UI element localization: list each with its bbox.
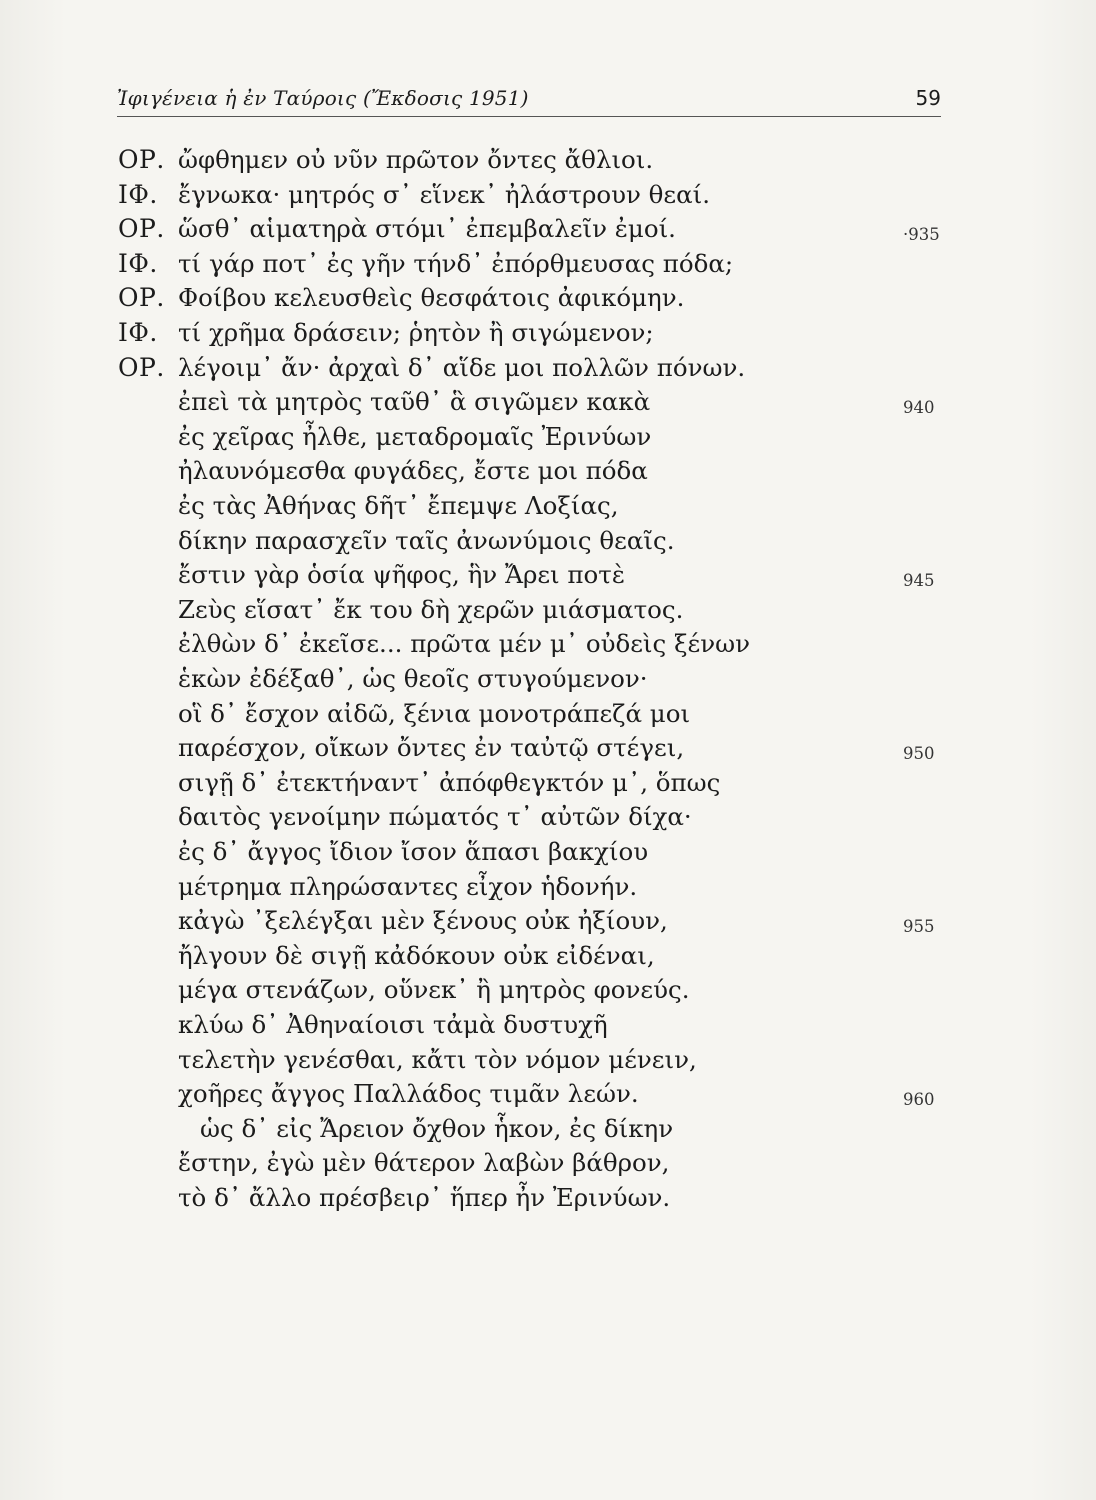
speaker-label: ΙΦ. bbox=[118, 318, 158, 347]
verse-text: ἐλθὼν δ᾿ ἐκεῖσε... πρῶτα μέν μ᾿ οὐδεὶς ξένων bbox=[178, 629, 750, 659]
speaker-label: ΟΡ. bbox=[118, 214, 165, 244]
verse-text: ἐς χεῖρας ἦλθε, μεταδρομαῖς Ἐρινύων bbox=[178, 421, 652, 451]
verse-text: χοῆρες ἄγγος Παλλάδος τιμᾶν λεών. bbox=[178, 1079, 639, 1109]
verse-text: ἔστιν γὰρ ὁσία ψῆφος, ἣν Ἄρει ποτὲ bbox=[178, 560, 625, 590]
running-title: Ἰφιγένεια ἡ ἐν Ταύροις (Ἔκδοσις 1951) bbox=[117, 86, 529, 110]
verse-text: ἐς δ᾿ ἄγγος ἴδιον ἴσον ἅπασι βακχίου bbox=[178, 837, 649, 866]
verse-text: δίκην παρασχεῖν ταῖς ἀνωνύμοις θεαῖς. bbox=[178, 525, 675, 555]
verse-text: ἐπεὶ τὰ μητρὸς ταῦθ᾿ ἃ σιγῶμεν κακὰ bbox=[178, 387, 651, 417]
line-number: 940 bbox=[903, 398, 935, 418]
line-number: 950 bbox=[903, 744, 935, 764]
verse-text: ὡς δ᾿ εἰς Ἄρειον ὄχθον ἧκον, ἐς δίκην bbox=[200, 1113, 674, 1143]
verse-text: κλύω δ᾿ Ἀθηναίοισι τἀμὰ δυστυχῆ bbox=[178, 1010, 608, 1039]
speaker-label: ΟΡ. bbox=[118, 283, 165, 313]
verse-text: τί γάρ ποτ᾿ ἐς γῆν τήνδ᾿ ἐπόρθμευσας πόδα; bbox=[178, 248, 734, 278]
speaker-label: ΙΦ. bbox=[118, 248, 158, 278]
verse-text: ἔγνωκα· μητρός σ᾿ εἵνεκ᾿ ἠλάστρουν θεαί. bbox=[178, 179, 711, 209]
line-number: 955 bbox=[903, 917, 935, 937]
verse-text: ὥσθ᾿ αἱματηρὰ στόμι᾿ ἐπεμβαλεῖν ἐμοί. bbox=[178, 214, 676, 244]
verse-text: τί χρῆμα δράσειν; ῥητὸν ἢ σιγώμενον; bbox=[178, 318, 654, 347]
line-number: ·935 bbox=[903, 225, 940, 245]
speaker-label: ΟΡ. bbox=[118, 145, 165, 174]
verse-text: μέτρημα πληρώσαντες εἶχον ἡδονήν. bbox=[178, 871, 638, 901]
verse-text: ἤλγουν δὲ σιγῇ κἀδόκουν οὐκ εἰδέναι, bbox=[178, 940, 655, 970]
verse-text: οἳ δ᾿ ἔσχον αἰδῶ, ξένια μονοτράπεζά μοι bbox=[178, 698, 691, 728]
verse-text: ἐς τὰς Ἀθήνας δῆτ᾿ ἔπεμψε Λοξίας, bbox=[178, 491, 619, 520]
verse-text: ὤφθημεν οὐ νῦν πρῶτον ὄντες ἄθλιοι. bbox=[178, 145, 654, 174]
verse-text: δαιτὸς γενοίμην πώματός τ᾿ αὐτῶν δίχα· bbox=[178, 802, 692, 832]
speaker-label: ΙΦ. bbox=[118, 179, 158, 209]
speaker-label: ΟΡ. bbox=[118, 352, 165, 382]
page-number: 59 bbox=[915, 86, 941, 110]
verse-text: λέγοιμ᾿ ἄν· ἀρχαὶ δ᾿ αἵδε μοι πολλῶν πόνων. bbox=[178, 352, 746, 382]
line-number: 945 bbox=[903, 571, 935, 591]
verse-text: τὸ δ᾿ ἄλλο πρέσβειρ᾿ ἥπερ ἦν Ἐρινύων. bbox=[178, 1183, 671, 1212]
verse-text: ἔστην, ἐγὼ μὲν θάτερον λαβὼν βάθρον, bbox=[178, 1148, 670, 1178]
verse-text: Φοίβου κελευσθεὶς θεσφάτοις ἀφικόμην. bbox=[178, 283, 685, 313]
verse-text: Ζεὺς εἵσατ᾿ ἔκ του δὴ χερῶν μιάσματος. bbox=[178, 594, 684, 624]
verse-text: παρέσχον, οἴκων ὄντες ἐν ταὐτῷ στέγει, bbox=[178, 733, 685, 763]
verse-text: ἑκὼν ἐδέξαθ᾿, ὡς θεοῖς στυγούμενον· bbox=[178, 664, 648, 693]
verse-text: σιγῇ δ᾿ ἐτεκτήναντ᾿ ἀπόφθεγκτόν μ᾿, ὅπως bbox=[178, 767, 721, 797]
verse-text: μέγα στενάζων, οὕνεκ᾿ ἢ μητρὸς φονεύς. bbox=[178, 975, 690, 1005]
verse-text: τελετὴν γενέσθαι, κἄτι τὸν νόμον μένειν, bbox=[178, 1044, 697, 1074]
line-number: 960 bbox=[903, 1090, 935, 1110]
verse-text: κἀγὼ ᾿ξελέγξαι μὲν ξένους οὐκ ἠξίουν, bbox=[178, 906, 668, 936]
verse-text: ἠλαυνόμεσθα φυγάδες, ἔστε μοι πόδα bbox=[178, 456, 648, 486]
